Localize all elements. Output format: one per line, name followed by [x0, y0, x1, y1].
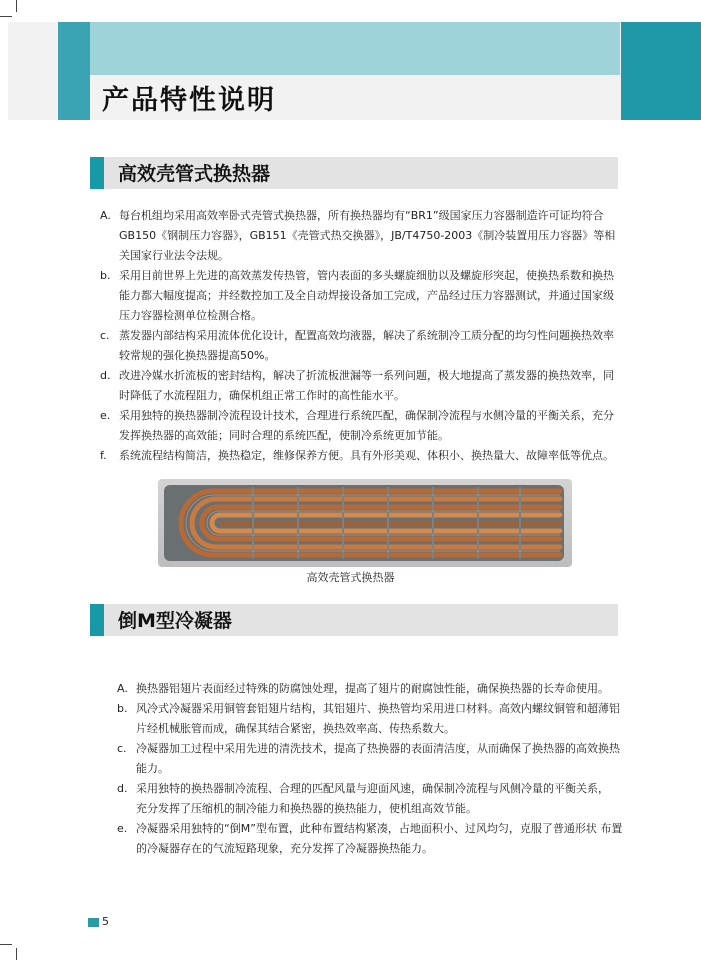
list-item: d. 采用独特的换热器制冷流程、合理的匹配风量与迎面风速，确保制冷流程与风侧冷量的平衡关系， 充分发挥了压缩机的制冷能力和换热器的换热能力，使机组高效节能。 [117, 782, 609, 815]
list-item: f. 系统流程结构简洁，换热稳定，维修保养方便。具有外形美观、体积小、换热量大、故障率低等优点。 [100, 449, 614, 462]
section-title: 高效壳管式换热器 [118, 163, 271, 185]
header-accent [58, 22, 90, 120]
feature-list [117, 679, 623, 859]
header-accent-light [90, 22, 620, 75]
list-item: c. 蒸发器内部结构采用流体优化设计，配置高效均液器，解决了系统制冷工质分配的均匀性问题换热效率较常规的强化换热器提高50%。 [100, 329, 614, 362]
crop-mark [0, 944, 12, 945]
list-item: A. 每台机组均采用高效率卧式壳管式换热器，所有换热器均有“BR1”级国家压力容器制造许可证均符合GB150《钢制压力容器》，GB151《壳管式热交换器》，JB/T4750-2003《制冷装置用压力容器》等相关国家行业法令法规。 [100, 209, 616, 262]
crop-mark [16, 0, 17, 12]
section-bar [90, 604, 104, 636]
list-item: c. 冷凝器加工过程中采用先进的清洗技术，提高了热换器的表面清洁度，从而确保了换热器的高效换热能力。 [117, 742, 620, 775]
feature-list [100, 206, 624, 466]
tube-bundle-illustration [158, 479, 572, 567]
image-caption: 高效壳管式换热器 [306, 571, 395, 584]
page-number-marker [88, 918, 99, 927]
page-number: 5 [102, 915, 109, 928]
list-item: e. 冷凝器采用独特的“倒M”型布置，此种布置结构紧凑，占地面积小、过风均匀，克服了普通形状 布置的冷凝器存在的气流短路现象，充分发挥了冷凝器换热能力。 [117, 822, 623, 855]
section-bar [90, 157, 104, 189]
list-item: A. 换热器铝翅片表面经过特殊的防腐蚀处理，提高了翅片的耐腐蚀性能，确保换热器的长寿命使用。 [117, 682, 609, 695]
list-item: b. 风冷式冷凝器采用铜管套铝翅片结构，其铝翅片、换热管均采用进口材料。高效内螺纹铜管和超薄铝片经机械胀管而成，确保其结合紧密，换热效率高、传热系数大。 [117, 702, 620, 735]
page-title: 产品特性说明 [102, 85, 276, 116]
list-item: d. 改进冷媒水折流板的密封结构，解决了折流板泄漏等一系列问题，极大地提高了蒸发器的换热效率，同时降低了水流程阻力，确保机组正常工作时的高性能水平。 [100, 369, 614, 402]
list-item: e. 采用独特的换热器制冷流程设计技术，合理进行系统匹配，确保制冷流程与水侧冷量的平衡关系，充分发挥换热器的高效能；同时合理的系统匹配，使制冷系统更加节能。 [100, 409, 614, 442]
section-title: 倒M型冷凝器 [118, 610, 232, 632]
heat-exchanger-image [158, 479, 572, 567]
crop-mark [16, 948, 17, 960]
header-accent-right [621, 22, 701, 120]
section-heading-heat-exchanger [90, 157, 618, 189]
list-item: b. 采用目前世界上先进的高效蒸发传热管，管内表面的多头螺旋细肋以及螺旋形突起，使换热系数和换热能力都大幅度提高；并经数控加工及全自动焊接设备加工完成，产品经过压力容器测试，并通过国家级压力容器检测单位检测合格。 [100, 269, 614, 322]
section-heading-condenser [90, 604, 618, 636]
crop-mark [0, 16, 12, 17]
